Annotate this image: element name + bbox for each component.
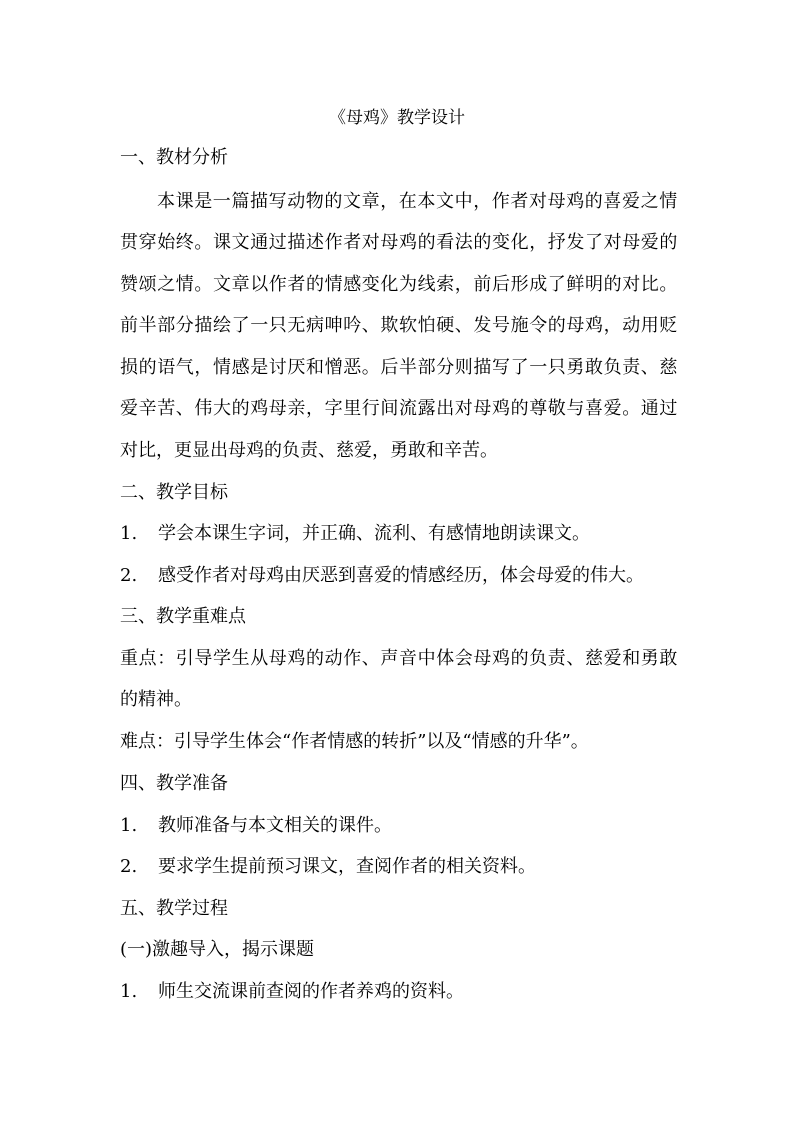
section-heading-preparation: 四、教学准备	[120, 773, 228, 794]
analysis-paragraph-line: 贯穿始终。课文通过描述作者对母鸡的看法的变化，抒发了对母爱的	[120, 232, 678, 253]
preparation-item-text: 要求学生提前预习课文，查阅作者的相关资料。	[158, 856, 536, 877]
analysis-paragraph-line: 本课是一篇描写动物的文章，在本文中，作者对母鸡的喜爱之情	[157, 191, 678, 212]
section-heading-key-points: 三、教学重难点	[120, 606, 246, 627]
document-title: 《母鸡》教学设计	[329, 108, 465, 128]
preparation-item	[120, 814, 680, 838]
goal-item-number: 2.	[120, 565, 138, 586]
analysis-paragraph-line: 前半部分描绘了一只无病呻吟、欺软怕硬、发号施令的母鸡，动用贬	[120, 315, 678, 336]
preparation-item	[120, 855, 680, 879]
process-item-number: 1.	[120, 981, 138, 1002]
section-heading-goals: 二、教学目标	[120, 482, 228, 503]
goal-item	[120, 522, 680, 546]
section-heading-analysis: 一、教材分析	[120, 147, 228, 168]
goal-item-text: 感受作者对母鸡由厌恶到喜爱的情感经历，体会母爱的伟大。	[158, 565, 644, 586]
process-subheading: (一)激趣导入，揭示课题	[120, 939, 315, 960]
difficult-point-line: 难点：引导学生体会“作者情感的转折”以及“情感的升华”。	[120, 731, 589, 752]
analysis-paragraph-line: 爱辛苦、伟大的鸡母亲，字里行间流露出对母鸡的尊敬与喜爱。通过	[120, 398, 678, 419]
analysis-paragraph-line: 对比，更显出母鸡的负责、慈爱，勇敢和辛苦。	[120, 440, 498, 461]
process-item	[120, 980, 680, 1004]
preparation-item-text: 教师准备与本文相关的课件。	[158, 815, 392, 836]
key-point-line: 的精神。	[120, 689, 192, 710]
preparation-item-number: 2.	[120, 856, 138, 877]
process-item-text: 师生交流课前查阅的作者养鸡的资料。	[158, 981, 464, 1002]
section-heading-process: 五、教学过程	[120, 898, 228, 919]
analysis-paragraph-line: 损的语气，情感是讨厌和憎恶。后半部分则描写了一只勇敢负责、慈	[120, 357, 678, 378]
key-point-line: 重点：引导学生从母鸡的动作、声音中体会母鸡的负责、慈爱和勇敢	[120, 648, 678, 669]
goal-item-number: 1.	[120, 523, 138, 544]
analysis-paragraph-line: 赞颂之情。文章以作者的情感变化为线索，前后形成了鲜明的对比。	[120, 274, 678, 295]
goal-item-text: 学会本课生字词，并正确、流利、有感情地朗读课文。	[158, 523, 590, 544]
goal-item	[120, 564, 680, 588]
preparation-item-number: 1.	[120, 815, 138, 836]
